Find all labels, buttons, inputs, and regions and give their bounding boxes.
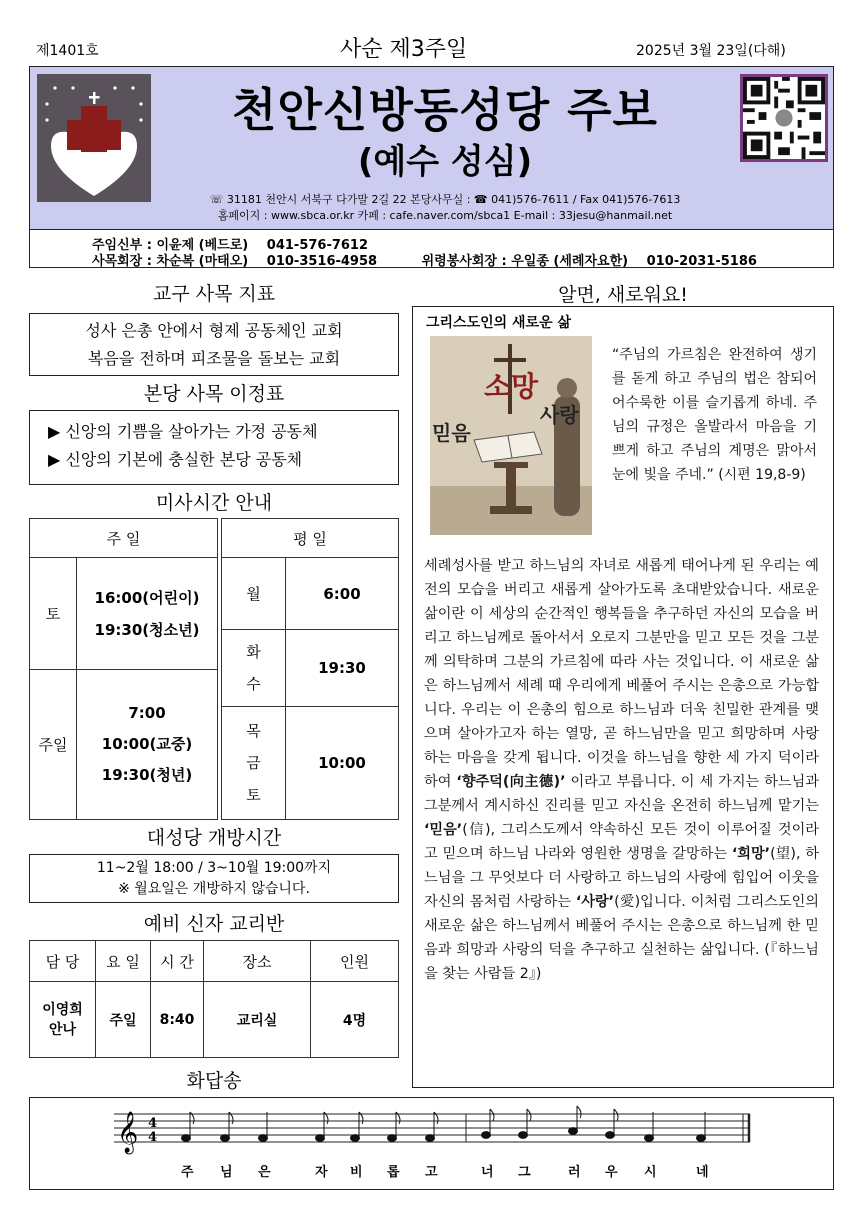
tue-label: 화 <box>246 643 261 661</box>
mon-time: 6:00 <box>286 558 399 630</box>
note <box>388 1112 401 1141</box>
cat-header: 인원 <box>311 941 399 982</box>
note <box>182 1112 195 1141</box>
sat-time-1: 16:00(어린이) <box>94 588 200 607</box>
body-part: (愛)입니다. 이처럼 그리스도인의 새로운 삶은 하느님께서 베풀어 주시는 은총으로 하느님께 한 믿음과 희망과 사랑의 덕을 추구하고 실천하는 삶입니다. (『하느님을 찾는 사람들 2』) <box>424 894 819 982</box>
pastor-label: 주임신부 : 이윤제 (베드로) <box>92 238 249 253</box>
qr-code[interactable] <box>740 74 828 162</box>
address-block <box>150 192 740 224</box>
image-word-faith: 믿음 <box>432 421 471 445</box>
plan-item-1: ▶ 신앙의 기쁨을 살아가는 가정 공동체 <box>48 422 318 441</box>
lyric: 주 <box>181 1165 194 1180</box>
plan-box <box>29 410 399 485</box>
cat-leader-name: 이영희 <box>42 1001 83 1018</box>
thfrsa-time: 10:00 <box>286 707 399 820</box>
mon-label: 월 <box>222 558 286 630</box>
note <box>259 1112 268 1141</box>
goal-line-2: 복음을 전하며 피조물을 돌보는 교회 <box>87 349 341 368</box>
goal-heading: 교구 사목 지표 <box>152 283 276 305</box>
cat-place: 교리실 <box>204 982 311 1058</box>
council-phone: 010-3516-4958 <box>266 254 378 269</box>
plan-heading: 본당 사목 이정표 <box>143 383 285 405</box>
lyric: 롭 <box>387 1165 400 1180</box>
lyric: 비 <box>350 1165 363 1180</box>
psalm-heading: 화답송 <box>186 1070 242 1092</box>
issue-date: 2025년 3월 23일(다해) <box>636 43 786 59</box>
cat-time: 8:40 <box>151 982 204 1058</box>
note <box>482 1109 495 1138</box>
lyric: 그 <box>518 1165 531 1180</box>
wed-label: 수 <box>246 675 261 693</box>
lyric: 러 <box>568 1165 581 1180</box>
note <box>351 1112 364 1141</box>
thu-label: 목 <box>246 722 261 740</box>
cat-leader-baptismal: 안나 <box>48 1021 77 1038</box>
staff-notation <box>30 1098 832 1158</box>
contacts-bar <box>29 230 834 268</box>
article-title: 그리스도인의 새로운 삶 <box>426 315 571 331</box>
body-emphasis: ‘향주덕(向主德)’ <box>456 774 566 790</box>
address-line: ☏ 31181 천안시 서북구 다가말 2길 22 본당사무실 : ☎ 041)576-7611 / Fax 041)576-7613 <box>209 193 681 206</box>
note <box>221 1112 234 1141</box>
body-part: 세례성사를 받고 하느님의 자녀로 새롭게 태어나게 된 우리는 예전의 모습을 버리고 새롭게 살아가도록 초대받았습니다. 새로운 삶이란 이 세상의 순간적인 행복들을 추구하던 자신의 모습을 버리고 하느님께로 돌아서서 오로지 그분만을 믿고 모든 것을 그분께 의탁하며 그분의 가르침에 따라 사는 것입니다. 이 새로운 삶은 하느님께서 세례 때 우리에게 베풀어 주시는 은총으로 가능합니다. 우리는 이 은총의 힘으로 하느님과 더욱 친밀한 관계를 맺으며 살아가고자 하는 열망, 곧 하느님만을 믿고 희망하며 사랑하는 마음을 갖게 됩니다. 이것을 하느님을 향한 세 가지 덕이라 하여 <box>424 558 819 790</box>
cat-header: 담 당 <box>30 941 96 982</box>
note <box>606 1109 619 1138</box>
fri-label: 금 <box>246 754 261 772</box>
lyric: 은 <box>258 1165 271 1180</box>
faith-hope-love-illustration <box>430 336 592 535</box>
volunteer-label: 위령봉사회장 : 우일종 (세례자요한) <box>421 254 629 269</box>
note <box>426 1112 439 1141</box>
open-hours-box <box>29 854 399 903</box>
article-section-title: 알면, 새로워요! <box>558 284 688 306</box>
mass-schedule-table <box>29 518 399 820</box>
lyric: 님 <box>220 1165 233 1180</box>
lyric: 고 <box>425 1165 438 1180</box>
sun-time-2: 10:00(교중) <box>101 735 193 753</box>
body-part: (望), 하느님을 그 무엇보다 더 사랑하고 하느님의 사랑에 힘입어 이웃을 자신의 몸처럼 사랑하는 <box>424 846 819 910</box>
open-line-1: 11~2월 18:00 / 3~10월 19:00까지 <box>96 860 332 876</box>
cat-header: 장소 <box>204 941 311 982</box>
cat-header: 시 간 <box>151 941 204 982</box>
treble-clef-icon: 𝄞 <box>117 1112 139 1153</box>
psalm-quote: “주님의 가르침은 완전하여 생기를 돋게 하고 주님의 법은 참되어 어수룩한 이를 슬기롭게 하네. 주님의 규정은 올발라서 마음을 기쁘게 하고 주님의 계명은 맑아서 눈에 빛을 주네.” (시편 19,8-9) <box>612 347 817 483</box>
music-score <box>29 1097 834 1190</box>
col-weekday: 평 일 <box>222 519 399 558</box>
body-part: 이라고 부릅니다. 이 세 가지는 하느님과 그분께서 계시하신 진리를 믿고 자신을 온전히 하느님께 맡기는 <box>424 774 819 814</box>
lyric: 너 <box>481 1165 494 1180</box>
article-body <box>424 554 819 986</box>
liturgical-season: 사순 제3주일 <box>340 37 468 62</box>
svg-text:4: 4 <box>148 1116 158 1131</box>
web-line: 홈페이지 : www.sbca.or.kr 카페 : cafe.naver.com/sbca1 E-mail : 33jesu@hanmail.net <box>217 209 673 222</box>
svg-text:4: 4 <box>148 1130 158 1145</box>
issue-number: 제1401호 <box>36 43 99 59</box>
bulletin-subtitle: (예수 성심) <box>357 142 533 182</box>
body-emphasis: ‘사랑’ <box>575 894 615 910</box>
pastor-phone: 041-576-7612 <box>266 238 369 253</box>
note <box>316 1112 329 1141</box>
sat-label: 토 <box>30 558 77 670</box>
goal-box <box>29 313 399 376</box>
catechism-heading: 예비 신자 교리반 <box>143 913 285 935</box>
note <box>645 1112 654 1141</box>
sat-time-2: 19:30(청소년) <box>94 620 200 639</box>
lyric: 네 <box>696 1165 709 1180</box>
note <box>697 1112 706 1141</box>
col-sunday: 주 일 <box>30 519 218 558</box>
sun-time-3: 19:30(청년) <box>101 766 193 784</box>
body-emphasis: ‘믿음’ <box>424 822 463 838</box>
note <box>519 1109 532 1138</box>
bulletin-title: 천안신방동성당 주보 <box>232 83 658 137</box>
image-word-love: 사랑 <box>540 403 579 427</box>
image-word-hope: 소망 <box>484 370 539 403</box>
cat-count: 4명 <box>311 982 399 1058</box>
mass-heading: 미사시간 안내 <box>155 492 273 514</box>
volunteer-phone: 010-2031-5186 <box>646 254 757 269</box>
council-label: 사목회장 : 차순복 (마태오) <box>92 254 249 269</box>
cat-header: 요 일 <box>96 941 151 982</box>
sun-time-1: 7:00 <box>128 704 166 722</box>
catechism-table <box>29 940 399 1058</box>
cat-day: 주일 <box>96 982 151 1058</box>
goal-line-1: 성사 은총 안에서 형제 공동체인 교회 <box>85 321 343 340</box>
body-part: (信), 그리스도께서 약속하신 모든 것이 이루어질 것이라고 믿으며 하느님 나라와 영원한 생명을 갈망하는 <box>424 822 819 862</box>
lyric: 자 <box>315 1165 328 1180</box>
note <box>569 1106 582 1134</box>
sun-label: 주일 <box>30 670 77 820</box>
lyric: 시 <box>644 1165 657 1180</box>
tuewed-time: 19:30 <box>286 630 399 707</box>
plan-item-2: ▶ 신앙의 기본에 충실한 본당 공동체 <box>48 450 303 469</box>
open-heading: 대성당 개방시간 <box>146 827 282 849</box>
lyric: 우 <box>605 1165 618 1180</box>
sat-weekday-label: 토 <box>246 786 261 804</box>
contact-row-2 <box>92 250 757 269</box>
body-emphasis: ‘희망’ <box>731 846 771 862</box>
open-line-2: ※ 월요일은 개방하지 않습니다. <box>118 881 310 897</box>
parish-logo <box>37 74 151 202</box>
